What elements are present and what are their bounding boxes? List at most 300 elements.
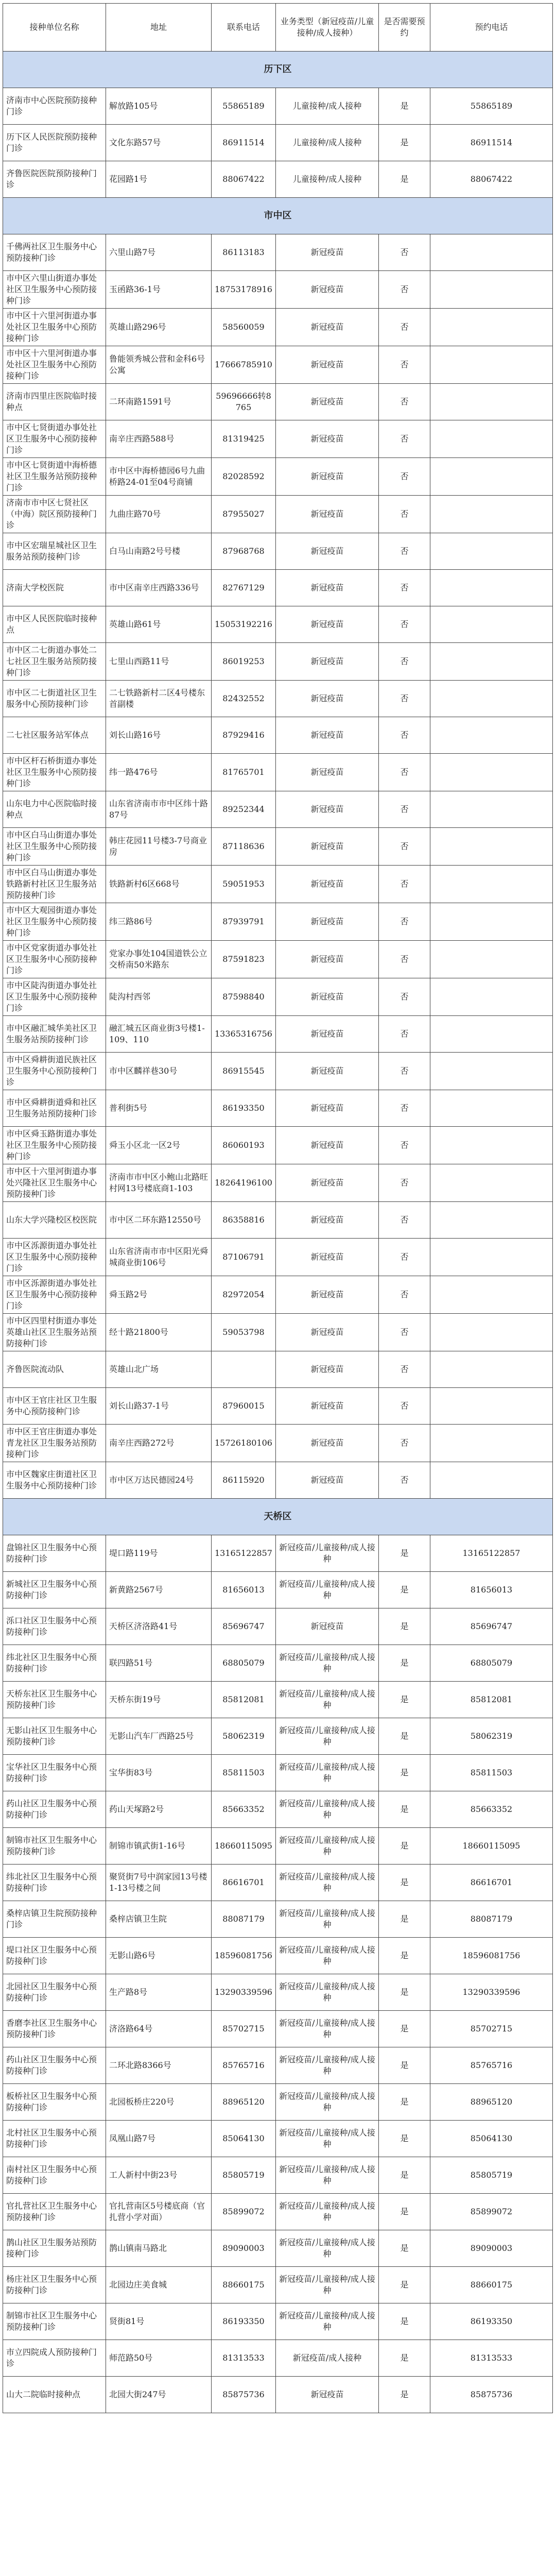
cell-service-type: 新冠疫苗 (276, 533, 379, 570)
cell-appointment-phone: 85663352 (430, 1791, 553, 1828)
cell-appointment-phone: 13290339596 (430, 1974, 553, 2011)
cell-appointment-required: 否 (379, 754, 430, 791)
cell-phone: 55865189 (212, 88, 276, 125)
cell-site-name: 市中区二七街道办事处二七社区卫生服务站预防接种门诊 (3, 643, 106, 681)
cell-address: 解放路105号 (106, 88, 212, 125)
table-row (3, 1645, 553, 1682)
header-appointment-required: 是否需要预约 (379, 4, 430, 52)
cell-appointment-phone (430, 420, 553, 458)
cell-service-type: 新冠疫苗/儿童接种/成人接种 (276, 1791, 379, 1828)
cell-site-name: 济南大学校医院 (3, 570, 106, 606)
cell-appointment-required: 是 (379, 1682, 430, 1718)
cell-site-name: 山东大学兴隆校区校医院 (3, 1202, 106, 1239)
cell-appointment-required: 否 (379, 271, 430, 309)
cell-site-name: 齐鲁医院医院预防接种门诊 (3, 161, 106, 198)
cell-address: 七里山西路11号 (106, 643, 212, 681)
cell-phone: 86358816 (212, 1202, 276, 1239)
cell-address: 英雄山路296号 (106, 309, 212, 346)
cell-appointment-phone (430, 941, 553, 978)
cell-address: 二七铁路新村二区4号楼东首副楼 (106, 681, 212, 717)
cell-address: 经十路21800号 (106, 1314, 212, 1351)
cell-phone: 88965120 (212, 2084, 276, 2121)
table-row (3, 2011, 553, 2047)
cell-appointment-phone: 18596081756 (430, 1938, 553, 1974)
cell-address: 官扎营南区5号楼底商（官扎营小学对面） (106, 2194, 212, 2230)
table-row (3, 1016, 553, 1053)
cell-site-name: 盘锦社区卫生服务中心预防接种门诊 (3, 1535, 106, 1572)
cell-address: 天桥东街19号 (106, 1682, 212, 1718)
cell-appointment-required: 否 (379, 1239, 430, 1276)
cell-service-type: 新冠疫苗 (276, 496, 379, 533)
cell-service-type: 新冠疫苗/儿童接种/成人接种 (276, 2303, 379, 2340)
cell-service-type: 新冠疫苗/儿童接种/成人接种 (276, 2047, 379, 2084)
cell-phone: 86060193 (212, 1127, 276, 1164)
cell-appointment-required: 否 (379, 978, 430, 1016)
cell-phone: 87960015 (212, 1388, 276, 1425)
cell-phone: 13290339596 (212, 1974, 276, 2011)
cell-phone: 59051953 (212, 866, 276, 903)
cell-appointment-phone (430, 828, 553, 866)
cell-phone: 86616701 (212, 1865, 276, 1901)
cell-site-name: 济南市四里庄医院临时接种点 (3, 384, 106, 420)
cell-appointment-required: 否 (379, 606, 430, 643)
cell-site-name: 市中区舜耕街道舜和社区卫生服务站预防接种门诊 (3, 1090, 106, 1127)
cell-service-type: 新冠疫苗/儿童接种/成人接种 (276, 2121, 379, 2157)
cell-service-type: 新冠疫苗 (276, 1314, 379, 1351)
cell-appointment-required: 否 (379, 903, 430, 941)
cell-phone: 82972054 (212, 1276, 276, 1314)
cell-appointment-required: 是 (379, 1535, 430, 1572)
cell-phone: 87929416 (212, 717, 276, 754)
cell-appointment-required: 否 (379, 420, 430, 458)
cell-phone: 86193350 (212, 1090, 276, 1127)
cell-appointment-required: 否 (379, 309, 430, 346)
cell-phone: 85805719 (212, 2157, 276, 2194)
cell-appointment-phone (430, 1127, 553, 1164)
cell-phone: 59053798 (212, 1314, 276, 1351)
cell-phone: 85696747 (212, 1608, 276, 1645)
cell-appointment-phone: 86911514 (430, 125, 553, 161)
table-row (3, 903, 553, 941)
cell-appointment-required: 是 (379, 1828, 430, 1865)
cell-site-name: 堤口社区卫生服务中心预防接种门诊 (3, 1938, 106, 1974)
cell-site-name: 市中区泺源街道办事处社区卫生服务中心预防接种门诊 (3, 1239, 106, 1276)
cell-service-type: 新冠疫苗 (276, 866, 379, 903)
cell-appointment-required: 否 (379, 1164, 430, 1202)
cell-address: 堤口路119号 (106, 1535, 212, 1572)
table-row (3, 1276, 553, 1314)
table-row (3, 1974, 553, 2011)
cell-address: 白马山南路2号号楼 (106, 533, 212, 570)
cell-site-name: 宝华社区卫生服务中心预防接种门诊 (3, 1755, 106, 1791)
cell-appointment-phone (430, 1090, 553, 1127)
cell-service-type: 新冠疫苗 (276, 903, 379, 941)
cell-appointment-phone: 88965120 (430, 2084, 553, 2121)
table-row (3, 2377, 553, 2413)
cell-phone: 88067422 (212, 161, 276, 198)
cell-service-type: 新冠疫苗 (276, 754, 379, 791)
cell-phone: 58062319 (212, 1718, 276, 1755)
cell-appointment-phone (430, 570, 553, 606)
cell-service-type: 新冠疫苗 (276, 1016, 379, 1053)
cell-address: 铁路新村6区668号 (106, 866, 212, 903)
cell-appointment-phone: 68805079 (430, 1645, 553, 1682)
cell-appointment-phone: 85765716 (430, 2047, 553, 2084)
table-row (3, 717, 553, 754)
cell-appointment-phone (430, 533, 553, 570)
table-row (3, 1608, 553, 1645)
district-header-row (3, 52, 553, 88)
table-row (3, 496, 553, 533)
cell-site-name: 齐鲁医院流动队 (3, 1351, 106, 1388)
cell-phone: 85899072 (212, 2194, 276, 2230)
cell-phone: 17666785910 (212, 346, 276, 384)
cell-appointment-required: 是 (379, 1791, 430, 1828)
cell-address: 南辛庄西路588号 (106, 420, 212, 458)
cell-service-type: 新冠疫苗 (276, 1053, 379, 1090)
cell-service-type: 新冠疫苗 (276, 941, 379, 978)
table-row (3, 681, 553, 717)
cell-address: 市中区万达民德园24号 (106, 1462, 212, 1499)
cell-site-name: 市中区白马山街道办事处社区卫生服务中心预防接种门诊 (3, 828, 106, 866)
table-row (3, 458, 553, 496)
cell-site-name: 山大二院临时接种点 (3, 2377, 106, 2413)
cell-address: 无影山汽车厂西路25号 (106, 1718, 212, 1755)
table-row (3, 1718, 553, 1755)
cell-address: 生产路8号 (106, 1974, 212, 2011)
cell-appointment-phone (430, 1016, 553, 1053)
cell-phone: 87118636 (212, 828, 276, 866)
cell-address: 刘长山路37-1号 (106, 1388, 212, 1425)
table-row (3, 791, 553, 828)
cell-site-name: 桑梓店镇卫生院预防接种门诊 (3, 1901, 106, 1938)
cell-address: 英雄山路61号 (106, 606, 212, 643)
cell-appointment-required: 是 (379, 2047, 430, 2084)
cell-appointment-phone: 86616701 (430, 1865, 553, 1901)
cell-address: 市中区南辛庄西路336号 (106, 570, 212, 606)
cell-phone: 87591823 (212, 941, 276, 978)
cell-service-type: 新冠疫苗 (276, 1425, 379, 1462)
cell-appointment-required: 是 (379, 1974, 430, 2011)
cell-appointment-required: 否 (379, 828, 430, 866)
cell-appointment-phone (430, 271, 553, 309)
cell-appointment-required: 否 (379, 643, 430, 681)
cell-service-type: 新冠疫苗 (276, 1276, 379, 1314)
cell-site-name: 市中区魏家庄街道社区卫生服务中心预防接种门诊 (3, 1462, 106, 1499)
cell-address: 济洛路64号 (106, 2011, 212, 2047)
cell-appointment-required: 否 (379, 1351, 430, 1388)
cell-phone: 85811503 (212, 1755, 276, 1791)
table-row (3, 234, 553, 271)
cell-appointment-required: 是 (379, 161, 430, 198)
cell-address: 制锦市镇武街1-16号 (106, 1828, 212, 1865)
cell-site-name: 市中区二七街道社区卫生服务中心预防接种门诊 (3, 681, 106, 717)
table-row (3, 1090, 553, 1127)
cell-service-type: 新冠疫苗/儿童接种/成人接种 (276, 2267, 379, 2303)
cell-site-name: 千佛两社区卫生服务中心预防接种门诊 (3, 234, 106, 271)
cell-phone: 86113183 (212, 234, 276, 271)
cell-appointment-phone: 18660115095 (430, 1828, 553, 1865)
table-row (3, 978, 553, 1016)
cell-address: 二环南路1591号 (106, 384, 212, 420)
cell-service-type: 新冠疫苗 (276, 1239, 379, 1276)
cell-appointment-required: 是 (379, 1645, 430, 1682)
table-row (3, 1239, 553, 1276)
cell-appointment-phone: 58062319 (430, 1718, 553, 1755)
cell-appointment-phone: 85812081 (430, 1682, 553, 1718)
cell-appointment-required: 是 (379, 1718, 430, 1755)
cell-appointment-required: 否 (379, 866, 430, 903)
table-row (3, 1791, 553, 1828)
cell-service-type: 新冠疫苗/儿童接种/成人接种 (276, 1865, 379, 1901)
cell-address: 北园边庄美食城 (106, 2267, 212, 2303)
header-address: 地址 (106, 4, 212, 52)
table-row (3, 1314, 553, 1351)
table-row (3, 2194, 553, 2230)
table-row (3, 533, 553, 570)
cell-site-name: 市中区舜耕街道民族社区卫生服务中心预防接种门诊 (3, 1053, 106, 1090)
cell-service-type: 新冠疫苗/儿童接种/成人接种 (276, 1535, 379, 1572)
cell-address: 联四路51号 (106, 1645, 212, 1682)
cell-service-type: 新冠疫苗 (276, 570, 379, 606)
cell-appointment-phone (430, 234, 553, 271)
cell-appointment-phone: 85702715 (430, 2011, 553, 2047)
cell-address: 纬一路476号 (106, 754, 212, 791)
district-header-row (3, 198, 553, 234)
cell-address: 六里山路7号 (106, 234, 212, 271)
cell-phone: 18753178916 (212, 271, 276, 309)
cell-service-type: 新冠疫苗 (276, 717, 379, 754)
cell-appointment-phone: 55865189 (430, 88, 553, 125)
cell-appointment-required: 否 (379, 1090, 430, 1127)
cell-address: 玉函路36-1号 (106, 271, 212, 309)
cell-phone: 87955027 (212, 496, 276, 533)
table-row (3, 1535, 553, 1572)
table-body (3, 52, 553, 2413)
cell-appointment-required: 否 (379, 1314, 430, 1351)
district-name: 市中区 (3, 198, 553, 234)
cell-site-name: 无影山社区卫生服务中心预防接种门诊 (3, 1718, 106, 1755)
cell-site-name: 纬北社区卫生服务中心预防接种门诊 (3, 1865, 106, 1901)
cell-phone: 81656013 (212, 1572, 276, 1608)
cell-appointment-required: 是 (379, 2011, 430, 2047)
cell-phone (212, 1351, 276, 1388)
cell-appointment-required: 否 (379, 791, 430, 828)
table-row (3, 2267, 553, 2303)
cell-appointment-phone (430, 1239, 553, 1276)
cell-site-name: 北村社区卫生服务中心预防接种门诊 (3, 2121, 106, 2157)
vaccination-sites-table (3, 3, 553, 2413)
cell-appointment-required: 是 (379, 2267, 430, 2303)
table-row (3, 1425, 553, 1462)
cell-appointment-phone (430, 1462, 553, 1499)
cell-site-name: 市中区人民医院临时接种点 (3, 606, 106, 643)
cell-appointment-required: 否 (379, 496, 430, 533)
cell-address: 普利街5号 (106, 1090, 212, 1127)
cell-phone: 18660115095 (212, 1828, 276, 1865)
cell-address: 工人新村中街23号 (106, 2157, 212, 2194)
table-row (3, 570, 553, 606)
cell-service-type: 新冠疫苗 (276, 978, 379, 1016)
cell-service-type: 新冠疫苗 (276, 1164, 379, 1202)
cell-site-name: 板桥社区卫生服务中心预防接种门诊 (3, 2084, 106, 2121)
cell-site-name: 市中区十六里河街道办事处社区卫生服务中心预防接种门诊 (3, 346, 106, 384)
cell-address: 凤凰山路7号 (106, 2121, 212, 2157)
cell-site-name: 药山社区卫生服务中心预防接种门诊 (3, 2047, 106, 2084)
table-row (3, 2084, 553, 2121)
cell-site-name: 市中区大观园街道办事处社区卫生服务中心预防接种门诊 (3, 903, 106, 941)
cell-phone: 88660175 (212, 2267, 276, 2303)
cell-appointment-required: 否 (379, 941, 430, 978)
header-phone: 联系电话 (212, 4, 276, 52)
cell-site-name: 市中区十六里河街道办事处社区卫生服务中心预防接种门诊 (3, 309, 106, 346)
cell-address: 市中区二环东路12550号 (106, 1202, 212, 1239)
cell-site-name: 山东电力中心医院临时接种点 (3, 791, 106, 828)
cell-phone: 85663352 (212, 1791, 276, 1828)
table-row (3, 1202, 553, 1239)
cell-phone: 82432552 (212, 681, 276, 717)
cell-phone: 85064130 (212, 2121, 276, 2157)
table-row (3, 1901, 553, 1938)
cell-address: 英雄山北广场 (106, 1351, 212, 1388)
cell-appointment-phone: 85696747 (430, 1608, 553, 1645)
cell-phone: 15053192216 (212, 606, 276, 643)
cell-appointment-phone (430, 346, 553, 384)
cell-appointment-phone (430, 978, 553, 1016)
cell-phone: 85812081 (212, 1682, 276, 1718)
cell-site-name: 市中区陡沟街道办事处社区卫生服务中心预防接种门诊 (3, 978, 106, 1016)
cell-appointment-required: 是 (379, 1572, 430, 1608)
cell-address: 药山天塚路2号 (106, 1791, 212, 1828)
cell-appointment-phone: 85899072 (430, 2194, 553, 2230)
cell-phone: 87968768 (212, 533, 276, 570)
header-appointment-phone: 预约电话 (430, 4, 553, 52)
cell-site-name: 市中区融汇城华美社区卫生服务站预防接种门诊 (3, 1016, 106, 1053)
cell-appointment-required: 是 (379, 2340, 430, 2377)
table-row (3, 1164, 553, 1202)
table-row (3, 309, 553, 346)
cell-service-type: 新冠疫苗 (276, 1090, 379, 1127)
cell-appointment-phone: 81313533 (430, 2340, 553, 2377)
cell-address: 贤街81号 (106, 2303, 212, 2340)
cell-site-name: 南村社区卫生服务中心预防接种门诊 (3, 2157, 106, 2194)
cell-appointment-required: 否 (379, 1462, 430, 1499)
cell-phone: 86115920 (212, 1462, 276, 1499)
cell-service-type: 新冠疫苗/儿童接种/成人接种 (276, 2194, 379, 2230)
cell-appointment-phone (430, 643, 553, 681)
table-row (3, 420, 553, 458)
cell-appointment-phone (430, 1276, 553, 1314)
district-name: 天桥区 (3, 1499, 553, 1535)
table-row (3, 2157, 553, 2194)
cell-phone: 87106791 (212, 1239, 276, 1276)
cell-address: 二环北路8366号 (106, 2047, 212, 2084)
cell-address: 党家办事处104国道铁公立交桥南50米路东 (106, 941, 212, 978)
cell-phone: 88087179 (212, 1901, 276, 1938)
cell-appointment-phone (430, 309, 553, 346)
cell-service-type: 新冠疫苗 (276, 234, 379, 271)
cell-appointment-phone: 85064130 (430, 2121, 553, 2157)
cell-address: 济南市市中区小鲍山北路旺村网13号楼底商1-103 (106, 1164, 212, 1202)
cell-site-name: 二七社区服务站军体点 (3, 717, 106, 754)
cell-address: 舜玉小区北一区2号 (106, 1127, 212, 1164)
cell-phone: 85765716 (212, 2047, 276, 2084)
cell-appointment-required: 是 (379, 1901, 430, 1938)
table-row (3, 1828, 553, 1865)
table-row (3, 643, 553, 681)
cell-address: 市中区麟祥巷30号 (106, 1053, 212, 1090)
cell-appointment-required: 是 (379, 2303, 430, 2340)
cell-service-type: 新冠疫苗 (276, 271, 379, 309)
cell-appointment-required: 是 (379, 2157, 430, 2194)
cell-appointment-required: 是 (379, 1608, 430, 1645)
cell-appointment-phone: 88067422 (430, 161, 553, 198)
cell-appointment-phone (430, 1351, 553, 1388)
cell-appointment-phone (430, 754, 553, 791)
header-name: 接种单位名称 (3, 4, 106, 52)
cell-phone: 68805079 (212, 1645, 276, 1682)
cell-service-type: 新冠疫苗/儿童接种/成人接种 (276, 1682, 379, 1718)
table-row (3, 828, 553, 866)
cell-site-name: 天桥东社区卫生服务中心预防接种门诊 (3, 1682, 106, 1718)
cell-appointment-phone (430, 1164, 553, 1202)
cell-appointment-phone: 81656013 (430, 1572, 553, 1608)
cell-appointment-required: 否 (379, 717, 430, 754)
cell-phone: 86911514 (212, 125, 276, 161)
cell-site-name: 济南市中心医院预防接种门诊 (3, 88, 106, 125)
cell-service-type: 新冠疫苗/儿童接种/成人接种 (276, 2230, 379, 2267)
cell-phone: 58560059 (212, 309, 276, 346)
cell-appointment-phone (430, 681, 553, 717)
table-row (3, 2047, 553, 2084)
cell-service-type: 新冠疫苗/儿童接种/成人接种 (276, 1828, 379, 1865)
cell-address: 融汇城五区商业街3号楼1-109、110 (106, 1016, 212, 1053)
cell-phone: 85875736 (212, 2377, 276, 2413)
cell-appointment-required: 否 (379, 1276, 430, 1314)
cell-site-name: 市中区七贤街道中海桥德社区卫生服务站预防接种门诊 (3, 458, 106, 496)
cell-site-name: 市中区四里村街道办事处英雄山社区卫生服务站预防接种门诊 (3, 1314, 106, 1351)
cell-phone: 82028592 (212, 458, 276, 496)
cell-service-type: 新冠疫苗 (276, 643, 379, 681)
cell-appointment-required: 是 (379, 2121, 430, 2157)
cell-appointment-phone (430, 1425, 553, 1462)
table-row (3, 1865, 553, 1901)
cell-service-type: 新冠疫苗/儿童接种/成人接种 (276, 1645, 379, 1682)
cell-phone: 86915545 (212, 1053, 276, 1090)
table-row (3, 1755, 553, 1791)
cell-service-type: 新冠疫苗 (276, 384, 379, 420)
district-header-row (3, 1499, 553, 1535)
table-row (3, 1053, 553, 1090)
cell-site-name: 官扎营社区卫生服务中心预防接种门诊 (3, 2194, 106, 2230)
cell-address: 陡沟村西邻 (106, 978, 212, 1016)
cell-site-name: 北园社区卫生服务中心预防接种门诊 (3, 1974, 106, 2011)
cell-site-name: 香磨李社区卫生服务中心预防接种门诊 (3, 2011, 106, 2047)
cell-service-type: 新冠疫苗 (276, 1202, 379, 1239)
cell-site-name: 制锦市社区卫生服务中心预防接种门诊 (3, 1828, 106, 1865)
district-name: 历下区 (3, 52, 553, 88)
cell-phone: 13365316756 (212, 1016, 276, 1053)
cell-service-type: 新冠疫苗 (276, 828, 379, 866)
cell-site-name: 纬北社区卫生服务中心预防接种门诊 (3, 1645, 106, 1682)
cell-phone: 89252344 (212, 791, 276, 828)
table-header-row (3, 4, 553, 52)
cell-service-type: 新冠疫苗 (276, 458, 379, 496)
cell-appointment-required: 否 (379, 346, 430, 384)
cell-appointment-phone: 13165122857 (430, 1535, 553, 1572)
cell-site-name: 市中区王官庄社区卫生服务中心预防接种门诊 (3, 1388, 106, 1425)
cell-appointment-required: 是 (379, 1865, 430, 1901)
